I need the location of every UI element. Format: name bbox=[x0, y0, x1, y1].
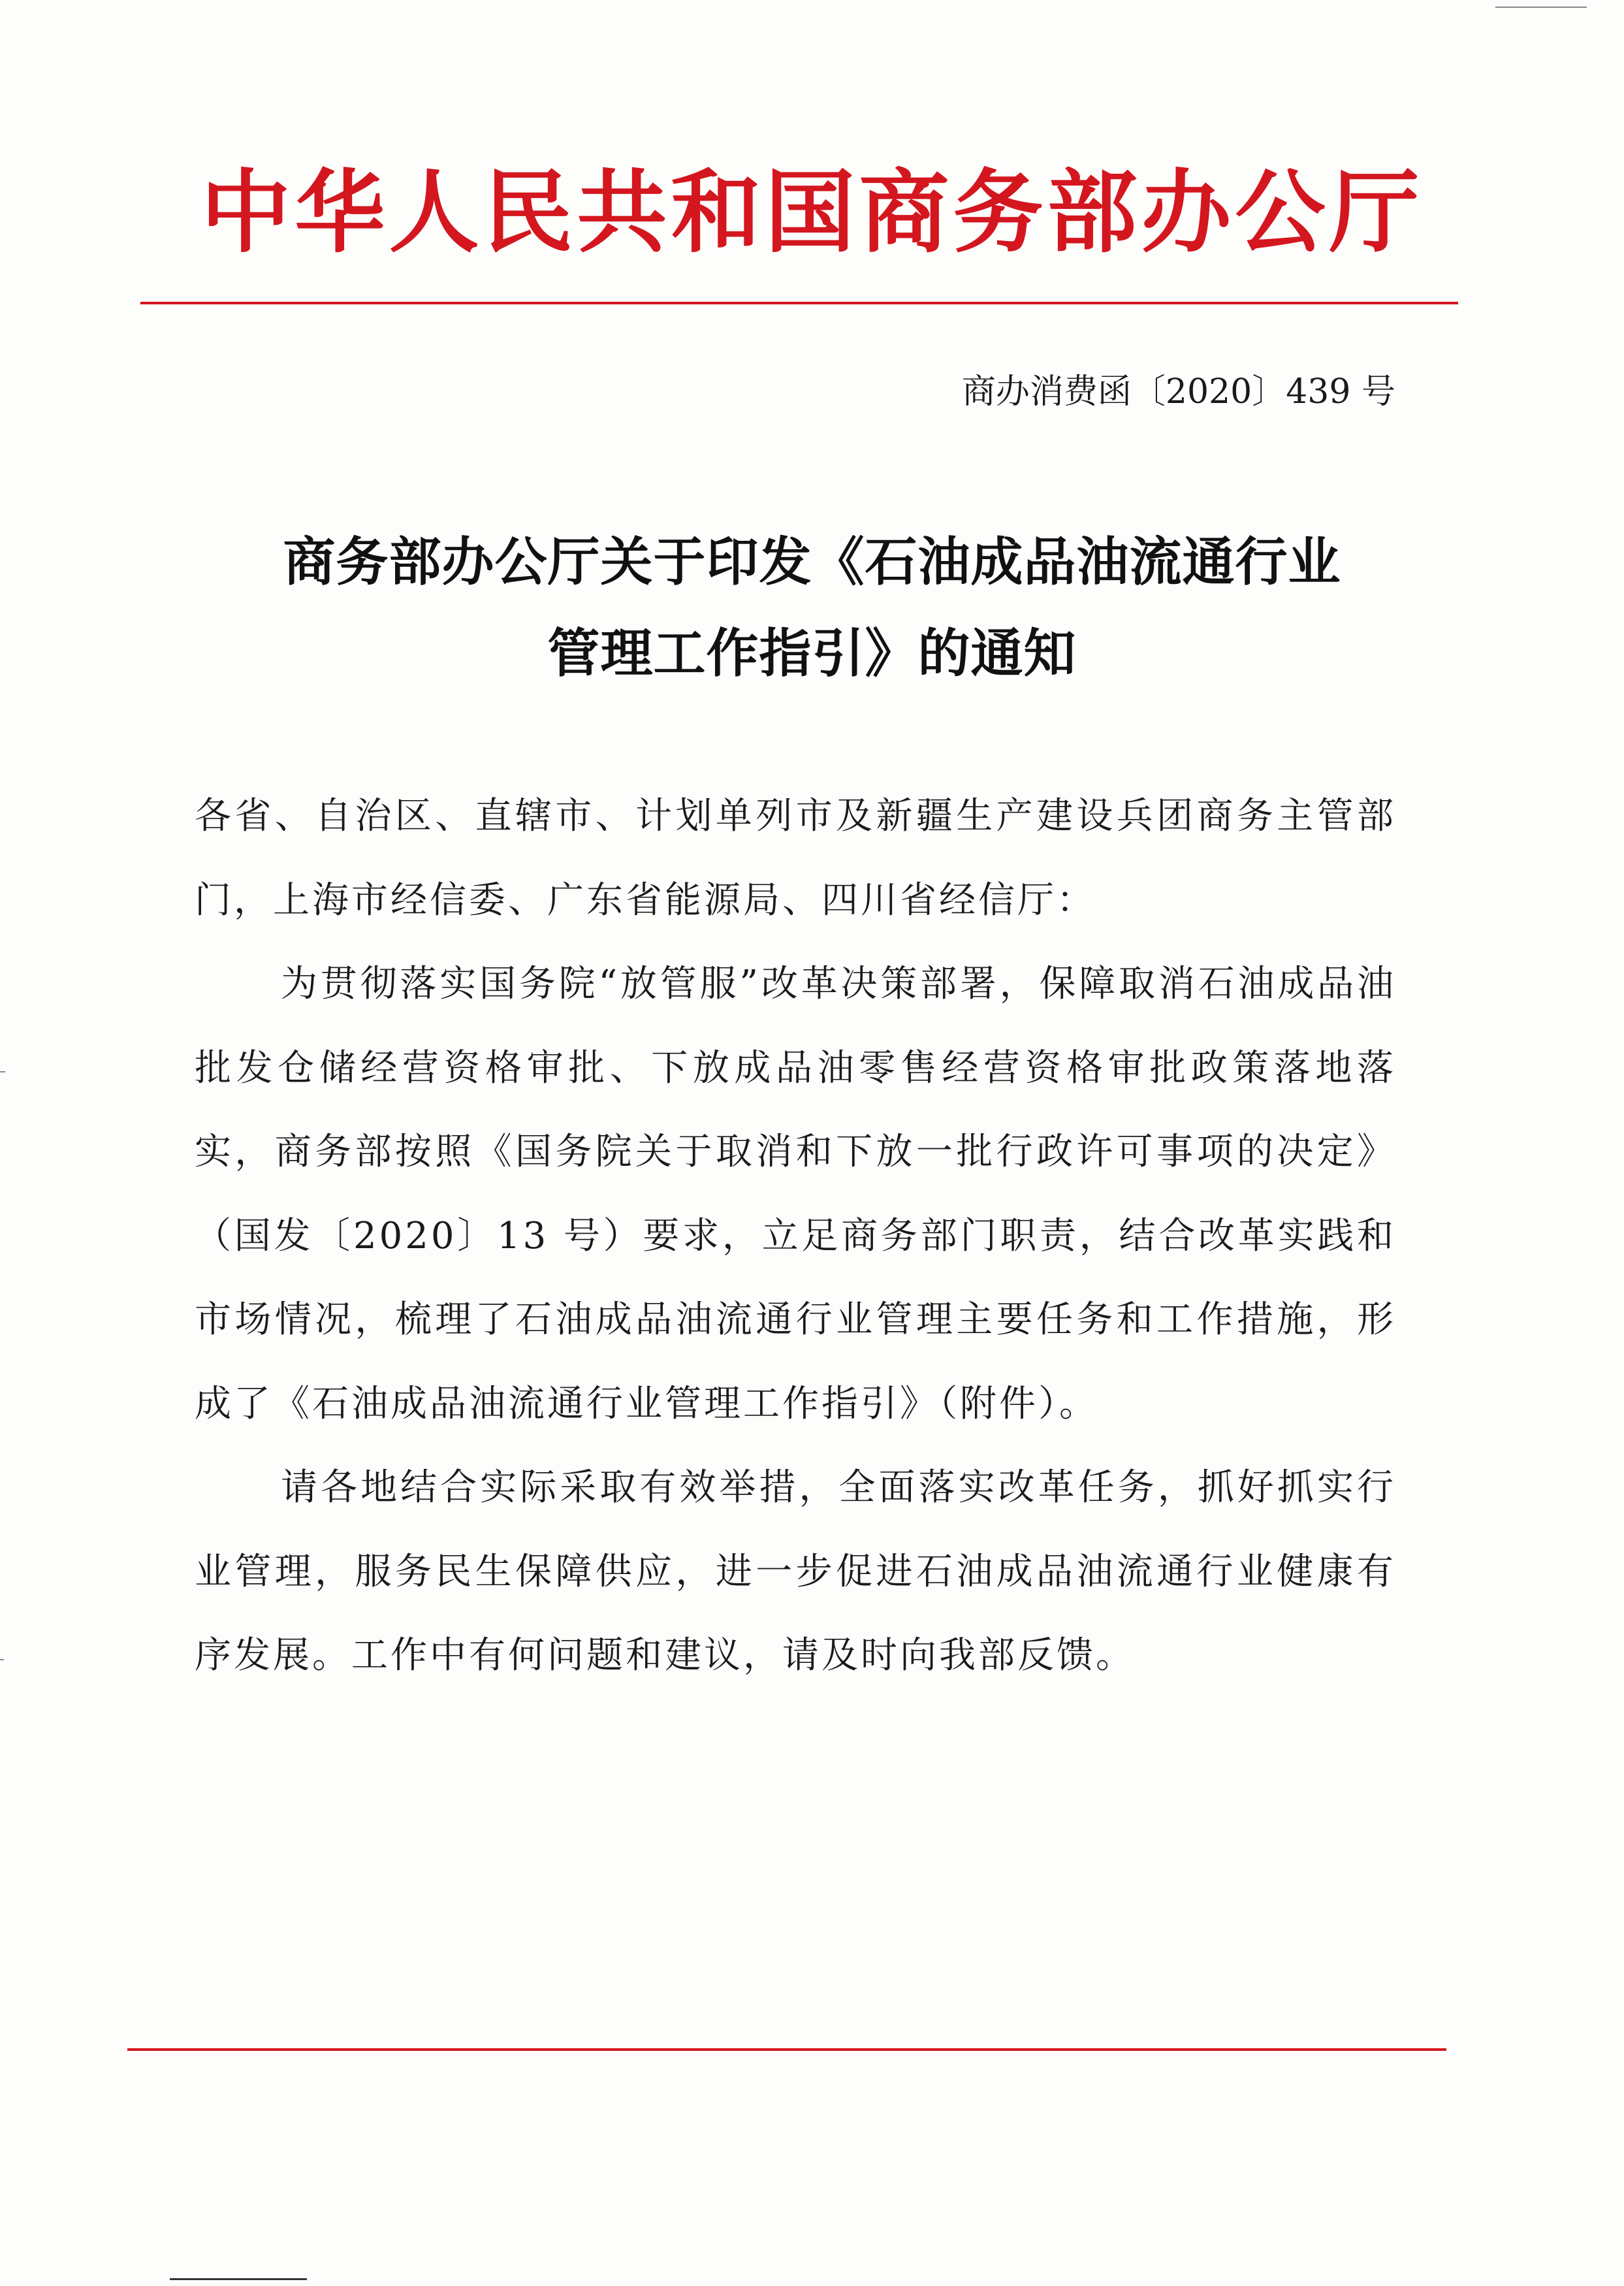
footer-red-rule bbox=[127, 2048, 1446, 2051]
issuer-header: 中华人民共和国商务部办公厅 bbox=[200, 159, 1424, 265]
body-paragraph-2: 请各地结合实际采取有效举措，全面落实改革任务，抓好抓实行业管理，服务民生保障供应，进一步促进石油成品油流通行业健康有序发展。工作中有何问题和建议，请及时向我部反馈。 bbox=[195, 1466, 1396, 1677]
scan-edge-mark bbox=[170, 2278, 307, 2280]
document-title-line2: 管理工作指引》的通知 bbox=[547, 622, 1077, 684]
document-body bbox=[195, 775, 1396, 1698]
body-paragraph-1: 为贯彻落实国务院“放管服”改革决策部署，保障取消石油成品油批发仓储经营资格审批、下放成品油零售经营资格审批政策落地落实，商务部按照《国务院关于取消和下放一批行政许可事项的决定》（国发〔2020〕13 号）要求，立足商务部门职责，结合改革实践和市场情况，梳理了石油成品油流通行业管理主要任务和工作措施，形成了《石油成品油流通行业管理工作指引》（附件）。 bbox=[195, 963, 1396, 1425]
header-red-rule bbox=[140, 302, 805, 304]
scan-edge-mark bbox=[0, 1071, 5, 1072]
scan-edge-mark bbox=[0, 1659, 4, 1660]
addressee: 各省、自治区、直辖市、计划单列市及新疆生产建设兵团商务主管部门，上海市经信委、广东省能源局、四川省经信厅： bbox=[195, 795, 1396, 922]
document-title-line1: 商务部办公厅关于印发《石油成品油流通行业 bbox=[283, 531, 1341, 592]
header-red-rule-right bbox=[805, 302, 1458, 304]
document-number: 商办消费函〔2020〕439 号 bbox=[961, 372, 1395, 411]
scan-edge-mark bbox=[1495, 7, 1587, 8]
